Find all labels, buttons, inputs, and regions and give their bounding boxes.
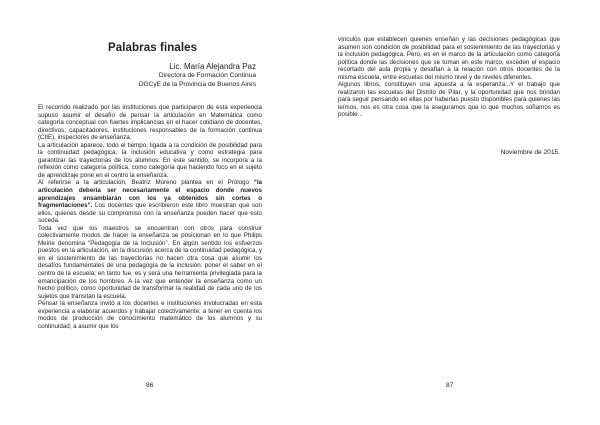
right-body-text (338, 36, 560, 119)
page-title: Palabras finales (108, 42, 198, 54)
page-number-right: 87 (446, 382, 454, 389)
prologue-quote: “la articulación debería ser necesariamente el espacio donde nuevos aprendizajes ensamblarán con los ya obtenidos sin cortes o fragmentaciones”. (38, 179, 262, 210)
paragraph: Pensar la enseñanza invitó a los docentes e instituciones involucradas en esta experiencia a elaborar acuerdos y trabajar colectivamente; a tener en cuenta los modos de producción de conocimiento matemático de los alumnos y su continuidad; a asumir que los (38, 300, 262, 330)
paragraph: Toda vez que los maestros se encuentran con otros para construir colectivamente modos de hacer la enseñanza se posicionan en lo que Philips Meirie denomina “Pedagogía de la Inclusión”. En algún sentido los esfuerzos puestos en la articulación, en la discusión acerca de la continuidad pedagógica, y en el sostenimiento de las trayectorias no hacen otra cosa que asumir los desafíos fundamentales de una pedagogía de la inclusión: poner el saber en el centro de la escuela; en tanto fue, es y será una herramienta privilegiada para la emancipación de los hombres. A la vez que entender la enseñanza como un hecho político, como oportunidad de transformar la realidad de cada uno de los sujetos que transitan la escuela. (38, 224, 262, 300)
paragraph (38, 179, 262, 224)
right-page (300, 0, 600, 425)
paragraph: La articulación aparece, todo el tiempo, ligada a la condición de posibilidad para la continuidad pedagógica, la inclusión educativa y como estrategia para garantizar las trayectorias de los alumnos. En este sentido, se incorpora a la reflexión como categoría política, como categoría que haciendo foco en el sujeto de aprendizaje pone en el centro la enseñanza. (38, 141, 262, 179)
page-number-left: 86 (146, 382, 154, 389)
paragraph: Algunos libros, constituyen una apuesta a la esperanza...Y el trabajo que realizaron las escuelas del Distrito de Pilar, y la oportunidad que nos brindan para seguir pensando en ellas por haberlas puesto disponibles para quienes las leímos, nos es otra cosa que la aseguramos que lo que muchos soñamos es posible... (338, 81, 560, 119)
paragraph: vínculos que establecen quienes enseñan y las decisiones pedagógicas que asumen son condición de posibilidad para el sostenimiento de las trayectorias y la inclusión pedagógica. Pero, es en el marco de la articulación como categoría política donde las decisiones que se toman en este marco, exceden el espacio recortado del aula propia y desafían a la relación con otros docentes de la misma escuela, entre escuelas del mismo nivel y de niveles diferentes. (338, 36, 560, 81)
paragraph-intro: Al referirse a la articulación, Beatriz Moreno plantea en el Prólogo (38, 179, 254, 187)
author-name: Lic. María Alejandra Paz (169, 62, 256, 71)
paragraph: El recorrido realizado por las instituciones que participaron de esta experiencia supuso asumir el desafío de pensar la articulación en Matemática como categoría conceptual con fuertes implicancias en el hacer cotidiano de docentes, directivos, capacitadores, instituciones responsables de la formación continua (CIIE), inspectores de enseñanza. (38, 104, 262, 142)
signoff-date: Noviembre de 2015. (500, 149, 560, 156)
paragraph-rest: Los docentes que escribieron este libro muestran que son ellos, quienes desde su compromiso con la enseñanza pueden hacer que esto suceda. (38, 202, 262, 225)
author-role: Directora de Formación Continua (158, 72, 256, 79)
left-body-text (38, 104, 262, 330)
author-block (139, 62, 256, 89)
author-org: DGCyE de la Provincia de Buenos Aires (138, 80, 256, 88)
